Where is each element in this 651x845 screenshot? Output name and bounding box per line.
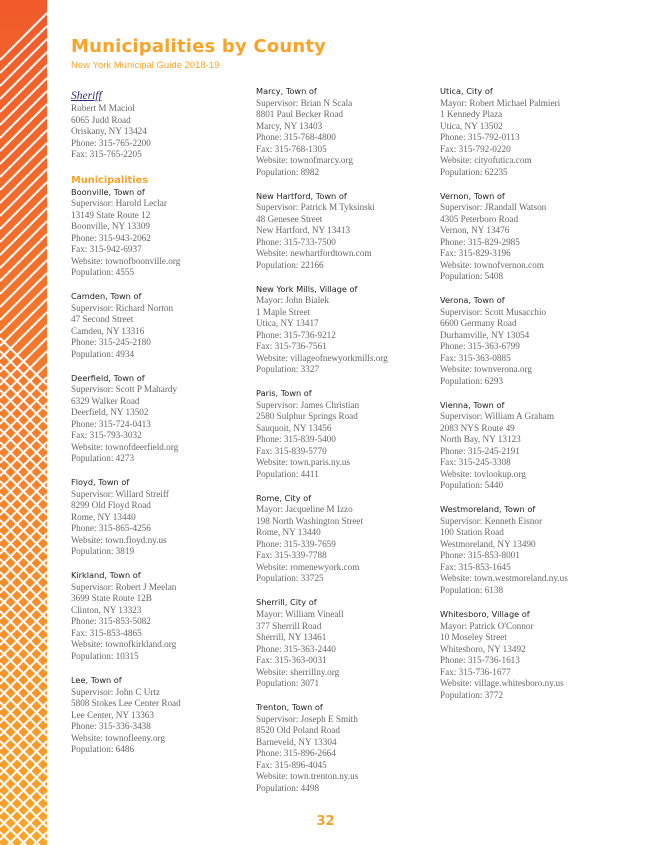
municipality-name: Floyd, Town of [71, 477, 130, 488]
municipality-detail: Phone: 315-853-8001 [440, 550, 520, 561]
municipality-detail: Fax: 315-839-5770 [256, 445, 327, 456]
municipality-entry [256, 702, 431, 794]
municipality-detail: Supervisor: Willard Streiff [71, 488, 169, 499]
municipality-detail: Website: town.floyd.ny.us [71, 534, 167, 545]
municipality-detail: Sherrill, NY 13461 [256, 632, 327, 643]
municipality-detail: Supervisor: William A Graham [440, 411, 555, 422]
municipality-detail: Website: tovlookup.org [440, 468, 526, 479]
municipality-entry [440, 86, 615, 178]
municipality-detail: Phone: 315-736-9212 [256, 329, 336, 340]
municipality-detail: Phone: 315-724-0413 [71, 418, 151, 429]
municipality-detail: Boonville, NY 13309 [71, 221, 151, 232]
municipality-detail: Supervisor: John C Urtz [71, 686, 161, 697]
column-1-entries [71, 187, 246, 756]
municipality-detail: Barneveld, NY 13304 [256, 736, 337, 747]
municipality-detail: Marcy, NY 13403 [256, 120, 323, 131]
municipality-detail: Utica, NY 13502 [440, 120, 503, 131]
municipality-detail: Population: 6486 [71, 744, 135, 755]
municipality-detail: Phone: 315-853-5082 [71, 616, 151, 627]
municipality-detail: Phone: 315-829-2985 [440, 236, 520, 247]
municipality-detail: Mayor: Patrick O'Connor [440, 620, 534, 631]
municipality-detail: Population: 6293 [440, 375, 504, 386]
municipality-name: Boonville, Town of [71, 186, 145, 197]
municipality-entry [440, 504, 615, 596]
municipality-detail: 8520 Old Poland Road [256, 725, 340, 736]
municipality-entry [256, 191, 431, 272]
sheriff-line: Phone: 315-765-2200 [71, 137, 151, 148]
municipality-detail: Website: townofleeny.org [71, 732, 165, 743]
municipality-detail: Fax: 315-339-7788 [256, 550, 327, 561]
municipality-detail: Population: 3327 [256, 364, 320, 375]
municipality-entry [440, 609, 615, 701]
municipality-detail: New Hartford, NY 13413 [256, 225, 351, 236]
sheriff-line: Oriskany, NY 13424 [71, 126, 147, 136]
municipality-detail: Population: 22166 [256, 259, 324, 270]
municipality-detail: Fax: 315-853-4865 [71, 627, 142, 638]
municipality-detail: Website: town.trenton.ny.us [256, 771, 359, 782]
column-3 [440, 86, 615, 714]
municipality-detail: Population: 3819 [71, 546, 135, 557]
municipality-name: Lee, Town of [71, 674, 122, 685]
page-subtitle: New York Municipal Guide 2018-19 [71, 60, 220, 71]
municipality-entry [256, 597, 431, 689]
municipality-name: Vernon, Town of [440, 190, 505, 201]
sheriff-line: 6065 Judd Road [71, 114, 131, 125]
municipality-name: Whitesboro, Village of [440, 608, 530, 619]
municipality-detail: Population: 3772 [440, 689, 504, 700]
municipality-detail: Phone: 315-245-2180 [71, 337, 151, 348]
municipality-name: Marcy, Town of [256, 86, 317, 96]
municipality-detail: 48 Genesee Street [256, 213, 323, 224]
municipality-detail: Website: townofkirkland.org [71, 639, 177, 650]
municipality-detail: Fax: 315-896-4045 [256, 759, 327, 770]
municipality-name: Utica, City of [440, 86, 493, 96]
municipality-detail: Durhamville, NY 13054 [440, 329, 530, 340]
column-2-entries [256, 86, 431, 794]
municipality-detail: Population: 62235 [440, 166, 508, 177]
municipality-detail: Supervisor: Scott Musacchio [440, 306, 547, 317]
municipality-name: Westmoreland, Town of [440, 504, 536, 515]
municipality-detail: Fax: 315-829-3196 [440, 248, 511, 259]
municipality-detail: Phone: 315-896-2664 [256, 748, 336, 759]
municipality-detail: Population: 4555 [71, 267, 135, 278]
municipality-detail: Fax: 315-363-0031 [256, 655, 327, 666]
municipality-detail: Website: townverona.org [440, 364, 532, 375]
municipality-detail: 8801 Paul Becker Road [256, 109, 344, 120]
municipality-detail: Fax: 315-768-1305 [256, 143, 327, 154]
municipality-detail: Population: 4934 [71, 348, 135, 359]
municipality-detail: Supervisor: Richard Norton [71, 302, 174, 313]
municipality-name: Deerfield, Town of [71, 372, 145, 383]
municipality-detail: Website: townofmarcy.org [256, 155, 353, 166]
municipality-detail: Website: town.paris.ny.us [256, 457, 351, 468]
municipality-detail: Supervisor: Robert J Meelan [71, 581, 177, 592]
municipality-detail: 198 North Washington Street [256, 515, 364, 526]
decorative-side-band [0, 0, 47, 845]
municipality-detail: North Bay, NY 13123 [440, 434, 521, 445]
municipality-detail: 4305 Peterboro Road [440, 213, 519, 224]
municipality-detail: 1 Kennedy Plaza [440, 109, 503, 120]
municipality-detail: 13149 State Route 12 [71, 209, 151, 220]
municipality-detail: 3699 State Route 12B [71, 593, 152, 604]
municipality-detail: Website: townofvernon.com [440, 259, 544, 270]
municipality-entry [256, 86, 431, 178]
municipality-name: Rome, City of [256, 492, 312, 503]
municipality-detail: Population: 8982 [256, 166, 320, 177]
municipality-detail: Mayor: John Bialek [256, 295, 329, 306]
page-number: 32 [316, 814, 335, 829]
municipality-detail: Vernon, NY 13476 [440, 225, 510, 236]
municipality-detail: Phone: 315-839-5400 [256, 434, 336, 445]
municipality-detail: Lee Center, NY 13363 [71, 709, 154, 720]
municipality-detail: 5808 Stokes Lee Center Road [71, 698, 181, 709]
municipality-detail: Clinton, NY 13323 [71, 604, 142, 615]
municipality-detail: Mayor: Jacqueline M Izzo [256, 504, 353, 515]
municipality-entry [256, 493, 431, 585]
municipality-detail: Mayor: Robert Michael Palmieri [440, 97, 561, 108]
municipality-detail: Population: 4411 [256, 468, 319, 479]
municipality-detail: Population: 6138 [440, 584, 504, 595]
municipality-entry [71, 291, 246, 360]
municipality-detail: Deerfield, NY 13502 [71, 407, 149, 418]
municipality-detail: Fax: 315-736-1677 [440, 666, 511, 677]
municipality-detail: Phone: 315-339-7659 [256, 538, 336, 549]
municipality-detail: Website: sherrillny.org [256, 666, 340, 677]
municipality-detail: 6600 Germany Road [440, 318, 517, 329]
municipality-detail: Fax: 315-853-1645 [440, 561, 511, 572]
municipality-detail: Supervisor: Brian N Scala [256, 97, 353, 108]
municipality-detail: 6329 Walker Road [71, 395, 140, 406]
municipality-detail: Supervisor: Harold Leclar [71, 198, 167, 209]
municipalities-heading: Municipalities [71, 174, 149, 186]
municipality-detail: Phone: 315-733-7500 [256, 236, 336, 247]
municipality-name: New York Mills, Village of [256, 283, 358, 294]
municipality-detail: Supervisor: Scott P Mahardy [71, 384, 178, 395]
municipality-detail: 2580 Sulphur Springs Road [256, 411, 358, 422]
municipality-detail: Rome, NY 13440 [71, 511, 136, 522]
municipality-detail: Phone: 315-736-1613 [440, 655, 520, 666]
municipality-entry [71, 477, 246, 558]
municipality-entry [71, 675, 246, 756]
municipality-name: Verona, Town of [440, 295, 505, 306]
municipality-detail: Phone: 315-943-2062 [71, 232, 151, 243]
municipality-detail: 377 Sherrill Road [256, 620, 322, 631]
municipality-detail: Phone: 315-792-0113 [440, 132, 520, 143]
page-title: Municipalities by County [71, 36, 327, 57]
municipality-detail: Supervisor: Joseph E Smith [256, 713, 358, 724]
municipality-detail: Website: townofboonville.org [71, 255, 181, 266]
municipality-detail: Population: 4273 [71, 453, 135, 464]
municipality-detail: Phone: 315-363-6799 [440, 341, 520, 352]
municipality-detail: Phone: 315-363-2440 [256, 643, 336, 654]
sheriff-line: Robert M Maciol [71, 103, 135, 113]
municipality-detail: Population: 5408 [440, 271, 504, 282]
municipality-entry [440, 295, 615, 387]
municipality-detail: Phone: 315-768-4800 [256, 132, 336, 143]
municipality-name: Paris, Town of [256, 388, 312, 399]
municipality-detail: Fax: 315-245-3308 [440, 457, 511, 468]
municipality-detail: Population: 5440 [440, 480, 504, 491]
municipality-entry [440, 400, 615, 492]
municipality-detail: Website: villageofnewyorkmills.org [256, 352, 388, 363]
column-1 [71, 90, 246, 768]
municipality-name: Sherrill, City of [256, 597, 317, 608]
sheriff-block [71, 90, 246, 161]
sheriff-label: Sheriff [71, 90, 102, 102]
municipality-name: New Hartford, Town of [256, 190, 347, 201]
municipality-detail: 8299 Old Floyd Road [71, 500, 151, 511]
lattice-pattern [0, 0, 47, 845]
municipality-detail: 100 Station Road [440, 527, 504, 538]
municipality-detail: Mayor: William Vineall [256, 609, 344, 620]
municipality-entry [71, 373, 246, 465]
municipality-detail: Population: 3071 [256, 678, 320, 689]
municipality-detail: Fax: 315-363-0885 [440, 352, 511, 363]
municipality-detail: Camden, NY 13316 [71, 325, 145, 336]
sheriff-line: Fax: 315-765-2205 [71, 149, 142, 159]
municipality-detail: Sauquoit, NY 13456 [256, 422, 332, 433]
municipality-entry [256, 388, 431, 480]
municipality-detail: Phone: 315-336-3438 [71, 721, 151, 732]
municipality-entry [440, 191, 615, 283]
municipality-name: Trenton, Town of [256, 702, 323, 713]
column-3-entries [440, 86, 615, 701]
municipality-detail: 10 Moseley Street [440, 632, 507, 643]
municipality-detail: Website: townofdeerfield.org [71, 441, 179, 452]
municipality-detail: Population: 4498 [256, 782, 320, 793]
municipality-detail: 47 Second Street [71, 314, 134, 325]
municipality-detail: Website: newhartfordtown.com [256, 248, 372, 259]
municipality-name: Camden, Town of [71, 291, 142, 302]
municipality-detail: Website: romenewyork.com [256, 561, 360, 572]
municipality-detail: Utica, NY 13417 [256, 318, 319, 329]
municipality-detail: Supervisor: JRandall Watson [440, 202, 547, 213]
municipality-detail: Supervisor: James Christian [256, 399, 360, 410]
municipality-detail: Westmoreland, NY 13490 [440, 538, 536, 549]
municipality-entry [71, 570, 246, 662]
municipality-detail: Whitesboro, NY 13492 [440, 643, 526, 654]
municipality-detail: 2083 NYS Route 49 [440, 422, 515, 433]
municipality-detail: Population: 10315 [71, 650, 139, 661]
municipality-detail: Phone: 315-245-2191 [440, 445, 520, 456]
municipality-detail: Supervisor: Kenneth Eisnor [440, 515, 543, 526]
municipality-entry [71, 187, 246, 279]
municipality-detail: Fax: 315-942-6937 [71, 244, 142, 255]
municipality-detail: Supervisor: Patrick M Tyksinski [256, 202, 375, 213]
municipality-detail: Rome, NY 13440 [256, 527, 321, 538]
municipality-entry [256, 284, 431, 376]
municipality-detail: 1 Maple Street [256, 306, 311, 317]
municipality-name: Kirkland, Town of [71, 570, 141, 581]
municipality-detail: Website: village.whitesboro.ny.us [440, 678, 564, 689]
column-2 [256, 86, 431, 807]
municipality-detail: Website: town.westmoreland.ny.us [440, 573, 568, 584]
municipality-detail: Fax: 315-793-3032 [71, 430, 142, 441]
municipality-detail: Website: cityofutica.com [440, 155, 532, 166]
municipality-detail: Phone: 315-865-4256 [71, 523, 151, 534]
municipality-detail: Fax: 315-792-0220 [440, 143, 511, 154]
municipality-name: Vienna, Town of [440, 399, 505, 410]
municipality-detail: Fax: 315-736-7561 [256, 341, 327, 352]
municipality-detail: Population: 33725 [256, 573, 324, 584]
